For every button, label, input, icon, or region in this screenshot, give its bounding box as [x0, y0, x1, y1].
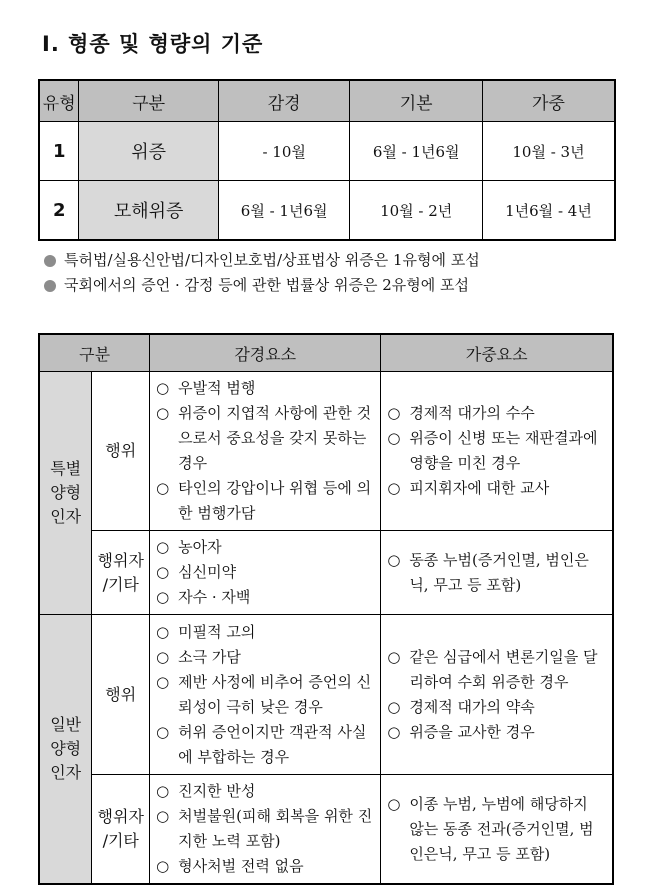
header-aggravate: 가중 [482, 80, 615, 122]
list-item [156, 779, 374, 804]
item-text: 형사처벌 전력 없음 [178, 857, 304, 875]
circle-bullet: ○ [156, 622, 170, 641]
header-reduce-factors: 감경요소 [150, 334, 381, 372]
list-item [156, 620, 374, 645]
header-category: 구분 [39, 334, 150, 372]
sub-line: /기타 [102, 574, 139, 594]
circle-bullet: ○ [156, 807, 170, 825]
label-line: 특별 [50, 459, 82, 478]
circle-bullet: ○ [156, 479, 170, 497]
circle-bullet: ○ [387, 794, 401, 813]
list-item [387, 695, 606, 720]
header-reduce: 감경 [218, 80, 350, 122]
list-item [156, 854, 374, 879]
list-item [387, 548, 606, 598]
circle-bullet: ○ [156, 538, 170, 556]
item-text: 위증이 지엽적 사항에 관한 것으로서 중요성을 갖지 못하는 경우 [178, 404, 372, 472]
base-range: 10월 - 2년 [350, 181, 483, 241]
sub-line: 행위자 [97, 807, 144, 826]
type-number: 1 [39, 122, 79, 181]
item-text: 위증을 교사한 경우 [409, 722, 535, 741]
reduce-factors-cell [150, 775, 381, 885]
item-text: 진지한 반성 [178, 782, 256, 800]
note-text: 국회에서의 증언 · 감정 등에 관한 법률상 위증은 2유형에 포섭 [64, 276, 469, 294]
group-label-general [39, 615, 92, 885]
list-item [156, 645, 374, 670]
type-number: 2 [39, 181, 79, 241]
circle-bullet: ○ [387, 550, 401, 569]
label-line: 일반 [50, 715, 82, 734]
item-text: 타인의 강압이나 위협 등에 의한 범행가담 [178, 479, 372, 522]
bullet-circle-icon [44, 255, 56, 267]
circle-bullet: ○ [156, 722, 170, 741]
header-aggravate-factors: 가중요소 [381, 334, 613, 372]
item-text: 소극 가담 [178, 647, 241, 666]
sub-category [92, 615, 150, 775]
table-row [39, 775, 613, 885]
aggravate-factors-cell [381, 531, 613, 615]
sub-line: 행위 [105, 441, 137, 460]
item-text: 동종 누범(증거인멸, 범인은닉, 무고 등 포함) [409, 550, 589, 594]
table-header-row [39, 80, 615, 122]
circle-bullet: ○ [156, 672, 170, 691]
sub-category [92, 531, 150, 615]
sub-line: /기타 [102, 831, 139, 850]
label-line: 양형 [50, 739, 82, 758]
item-text: 제반 사정에 비추어 증언의 신뢰성이 극히 낮은 경우 [178, 672, 372, 716]
list-item [156, 720, 374, 770]
sub-line: 행위 [105, 684, 137, 704]
item-text: 피지휘자에 대한 교사 [409, 479, 550, 497]
item-text: 이종 누범, 누범에 해당하지 않는 동종 전과(증거인멸, 범인은닉, 무고 등 포함) [409, 794, 594, 863]
list-item [156, 804, 374, 854]
reduce-factors-cell [150, 372, 381, 531]
aggravate-factors-cell [381, 615, 613, 775]
list-item [387, 792, 606, 867]
item-text: 위증이 신병 또는 재판결과에 영향을 미친 경우 [409, 429, 598, 472]
aggravate-factors-cell [381, 775, 613, 885]
item-text: 허위 증언이지만 객관적 사실에 부합하는 경우 [178, 722, 367, 766]
crime-kind: 모해위증 [79, 181, 218, 241]
reduce-range: 6월 - 1년6월 [218, 181, 350, 241]
note-item [44, 273, 480, 298]
sub-category [92, 775, 150, 885]
header-type: 유형 [39, 80, 79, 122]
item-text: 미필적 고의 [178, 622, 256, 641]
table-header-row [39, 334, 613, 372]
notes-list [44, 248, 480, 298]
item-text: 농아자 [178, 538, 222, 556]
bullet-circle-icon [44, 280, 56, 292]
list-item [387, 476, 606, 501]
circle-bullet: ○ [156, 404, 170, 422]
list-item [387, 426, 606, 476]
circle-bullet: ○ [387, 647, 401, 666]
list-item [156, 585, 374, 610]
table-row [39, 531, 613, 615]
table-row [39, 372, 613, 531]
circle-bullet: ○ [156, 647, 170, 666]
crime-kind: 위증 [79, 122, 218, 181]
list-item [156, 401, 374, 476]
circle-bullet: ○ [387, 404, 401, 422]
circle-bullet: ○ [156, 563, 170, 581]
aggravate-range: 10월 - 3년 [482, 122, 615, 181]
list-item [156, 670, 374, 720]
label-line: 인자 [50, 507, 82, 526]
circle-bullet: ○ [387, 697, 401, 716]
list-item [156, 476, 374, 526]
group-label-special [39, 372, 92, 615]
label-line: 양형 [50, 483, 82, 502]
aggravate-range: 1년6월 - 4년 [482, 181, 615, 241]
table-row [39, 615, 613, 775]
circle-bullet: ○ [156, 857, 170, 875]
reduce-factors-cell [150, 531, 381, 615]
table-row [39, 181, 615, 241]
item-text: 경제적 대가의 약속 [409, 697, 535, 716]
item-text: 같은 심급에서 변론기일을 달리하여 수회 위증한 경우 [409, 647, 598, 691]
base-range: 6월 - 1년6월 [350, 122, 483, 181]
list-item [156, 376, 374, 401]
header-kind: 구분 [79, 80, 218, 122]
circle-bullet: ○ [156, 588, 170, 606]
sentencing-factors-table [38, 333, 614, 885]
item-text: 자수 · 자백 [178, 588, 251, 606]
list-item [387, 645, 606, 695]
label-line: 인자 [50, 763, 82, 782]
header-base: 기본 [350, 80, 483, 122]
item-text: 우발적 범행 [178, 379, 256, 397]
item-text: 처벌불원(피해 회복을 위한 진지한 노력 포함) [178, 807, 373, 850]
list-item [156, 560, 374, 585]
sub-line: 행위자 [97, 550, 144, 570]
aggravate-factors-cell [381, 372, 613, 531]
circle-bullet: ○ [156, 379, 170, 397]
circle-bullet: ○ [156, 782, 170, 800]
item-text: 심신미약 [178, 563, 237, 581]
note-text: 특허법/실용신안법/디자인보호법/상표법상 위증은 1유형에 포섭 [64, 251, 480, 269]
item-text: 경제적 대가의 수수 [409, 404, 535, 422]
note-item [44, 248, 480, 273]
circle-bullet: ○ [387, 429, 401, 447]
list-item [387, 720, 606, 745]
table-row [39, 122, 615, 181]
circle-bullet: ○ [387, 479, 401, 497]
list-item [156, 535, 374, 560]
reduce-range: - 10월 [218, 122, 350, 181]
circle-bullet: ○ [387, 722, 401, 741]
list-item [387, 401, 606, 426]
reduce-factors-cell [150, 615, 381, 775]
page-title: Ⅰ. 형종 및 형량의 기준 [42, 32, 264, 56]
sentencing-range-table [38, 79, 616, 241]
sub-category [92, 372, 150, 531]
